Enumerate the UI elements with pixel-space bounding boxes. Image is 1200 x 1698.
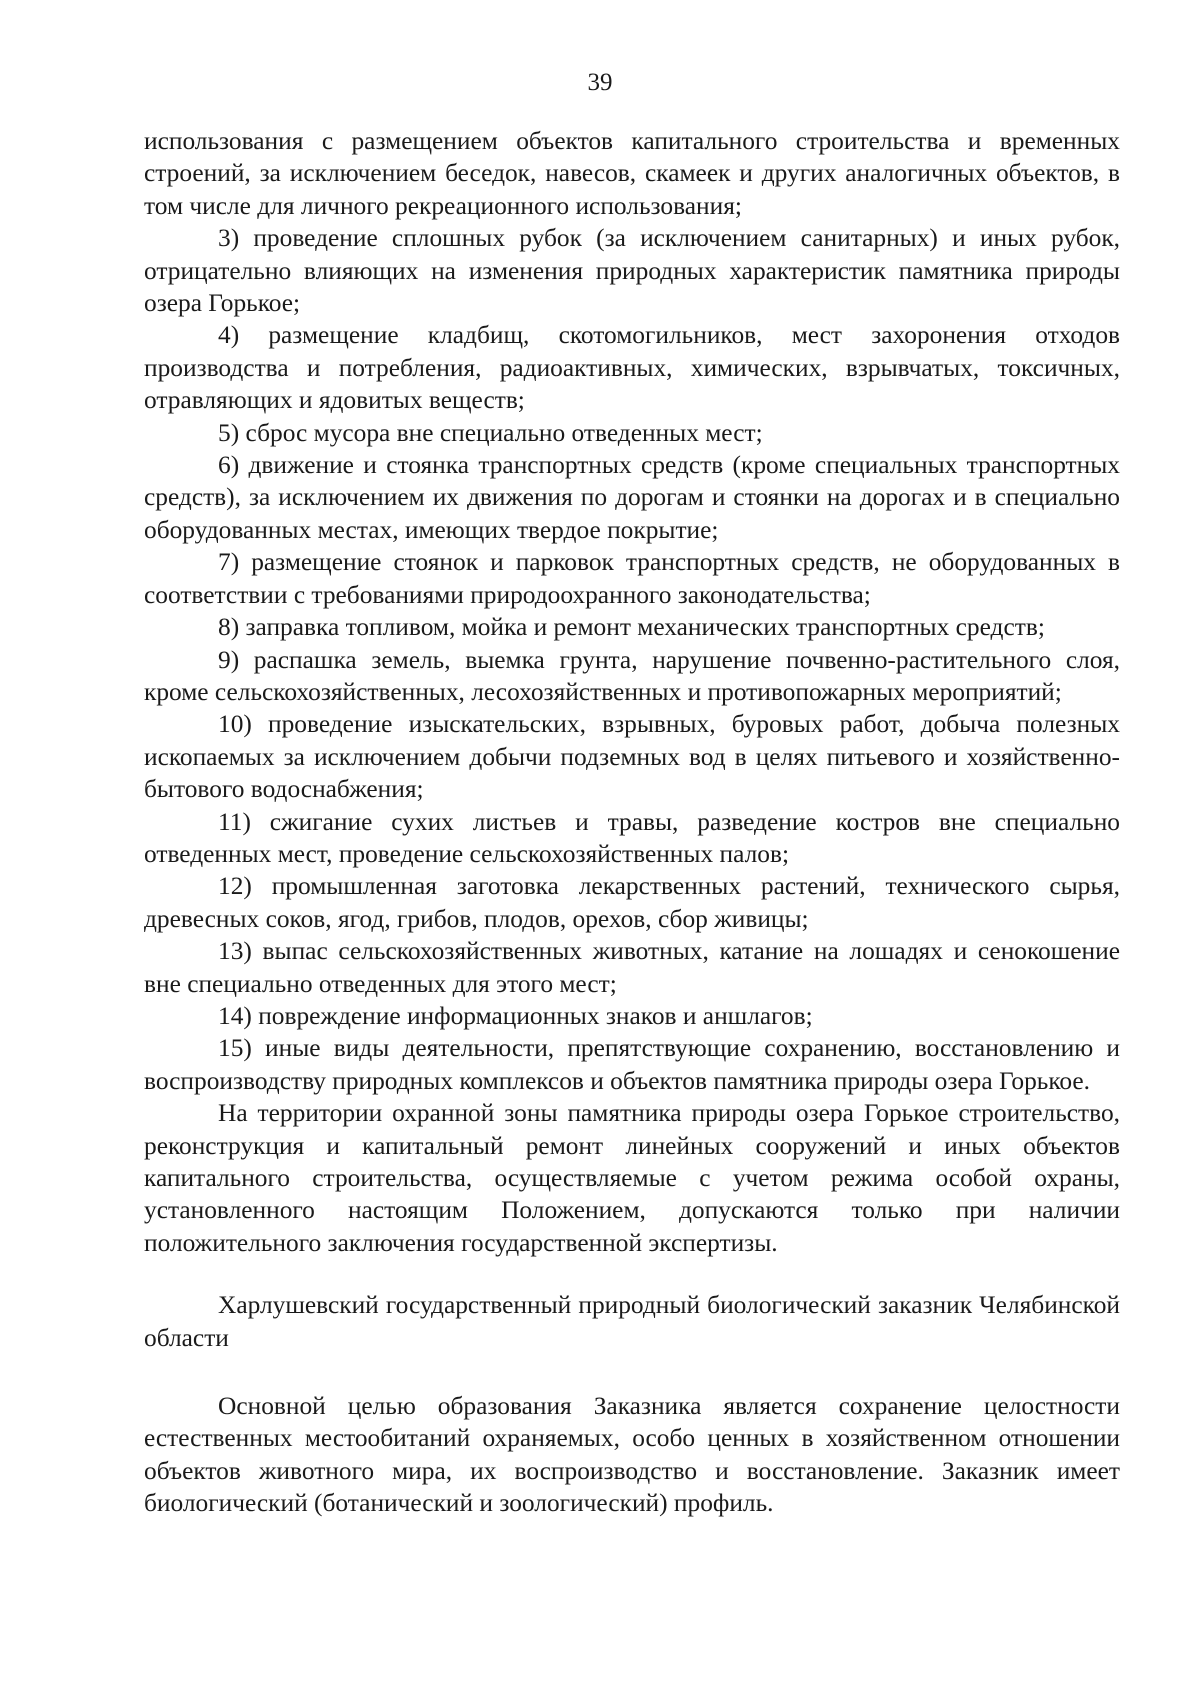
document-body: [144, 125, 1120, 1520]
list-item-8: 8) заправка топливом, мойка и ремонт механических транспортных средств;: [218, 613, 1045, 642]
reserve-purpose-paragraph: Основной целью образования Заказника является сохранение целостности естественных местообитаний охраняемых, особо ценных в хозяйственном отношении объектов животного мира, их воспроизводство и восстановление. Заказник имеет биологический (ботанический и зоологический) профиль.: [144, 1392, 1120, 1518]
list-item-6: 6) движение и стоянка транспортных средств (кроме специальных транспортных средств), за исключением их движения по дорогам и стоянки на дорогах и в специально оборудованных местах, имеющих твердое покрытие;: [144, 451, 1120, 544]
page-number: 39: [587, 69, 613, 96]
list-item-10: 10) проведение изыскательских, взрывных, буровых работ, добыча полезных ископаемых за исключением добычи подземных вод в целях питьевого и хозяйственно-бытового водоснабжения;: [144, 710, 1120, 804]
list-item-13: 13) выпас сельскохозяйственных животных, катание на лошадях и сенокошение вне специально отведенных для этого мест;: [144, 937, 1120, 998]
list-item-7: 7) размещение стоянок и парковок транспортных средств, не оборудованных в соответствии с требованиями природоохранного законодательства;: [144, 548, 1120, 609]
paragraph-continuation: использования с размещением объектов капитального строительства и временных строений, за исключением беседок, навесов, скамеек и других аналогичных объектов, в том числе для личного рекреационного использования;: [144, 127, 1120, 220]
list-item-14: 14) повреждение информационных знаков и аншлагов;: [218, 1001, 813, 1030]
list-item-15: 15) иные виды деятельности, препятствующие сохранению, восстановлению и воспроизводству природных комплексов и объектов памятника природы озера Горькое.: [144, 1034, 1120, 1095]
list-item-4: 4) размещение кладбищ, скотомогильников, мест захоронения отходов производства и потребления, радиоактивных, химических, взрывчатых, токсичных, отравляющих и ядовитых веществ;: [144, 321, 1120, 415]
list-item-9: 9) распашка земель, выемка грунта, нарушение почвенно-растительного слоя, кроме сельскохозяйственных, лесохозяйственных и противопожарных мероприятий;: [144, 645, 1120, 706]
list-item-3: 3) проведение сплошных рубок (за исключением санитарных) и иных рубок, отрицательно влияющих на изменения природных характеристик памятника природы озера Горькое;: [144, 224, 1120, 318]
list-item-12: 12) промышленная заготовка лекарственных растений, технического сырья, древесных соков, ягод, грибов, плодов, орехов, сбор живицы;: [144, 872, 1120, 933]
list-item-11: 11) сжигание сухих листьев и травы, разведение костров вне специально отведенных мест, проведение сельскохозяйственных палов;: [144, 807, 1120, 868]
section-heading: Харлушевский государственный природный биологический заказник Челябинской области: [144, 1291, 1120, 1352]
protection-zone-paragraph: На территории охранной зоны памятника природы озера Горькое строительство, реконструкция и капитальный ремонт линейных сооружений и иных объектов капитального строительства, осуществляемые с учетом режима особой охраны, установленного настоящим Положением, допускаются только при наличии положительного заключения государственной экспертизы.: [144, 1099, 1120, 1257]
list-item-5: 5) сброс мусора вне специально отведенных мест;: [218, 418, 763, 447]
